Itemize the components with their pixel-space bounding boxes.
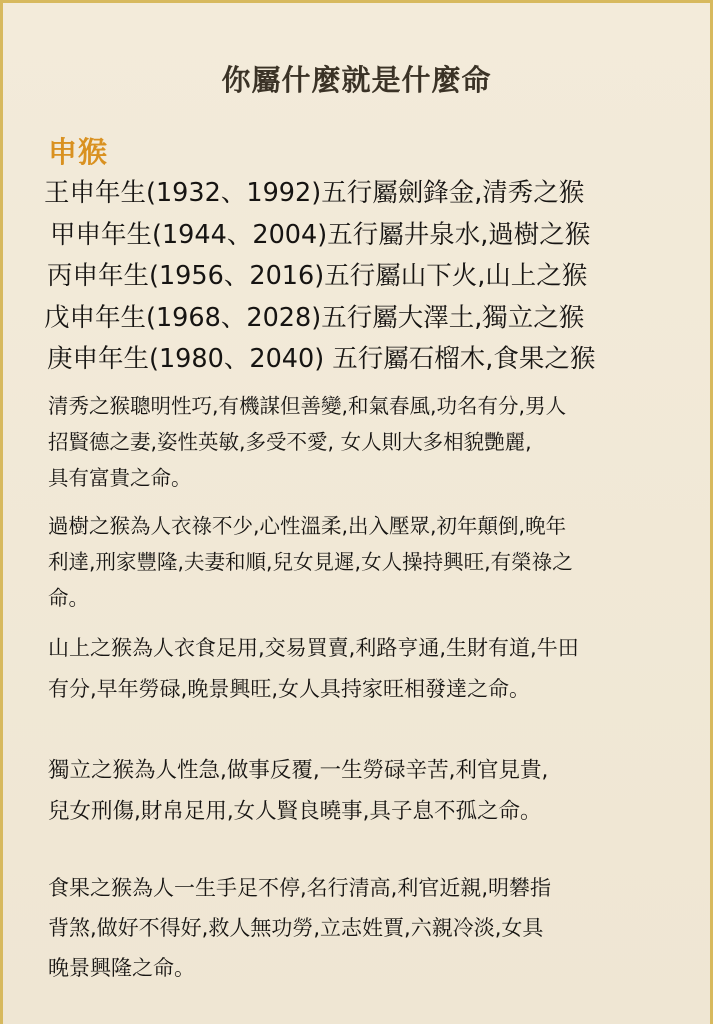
description-paragraph [48,388,668,496]
year-list [44,173,684,381]
page-title: 你屬什麼就是什麼命 [221,63,492,97]
year-line: 甲申年生(1944、2004)五行屬井泉水,過樹之猴 [50,219,591,250]
year-line: 庚申年生(1980、2040) 五行屬石榴木,食果之猴 [47,344,596,374]
paragraph-line: 山上之猴為人衣食足用,交易買賣,利路亨通,生財有道,牛田 [48,636,579,660]
description-paragraph [48,868,668,988]
paragraph-line: 獨立之猴為人性急,做事反覆,一生勞碌辛苦,利官見貴, [48,758,549,783]
paragraph-line: 具有富貴之命。 [48,466,192,490]
year-line: 戊申年生(1968、2028)五行屬大澤土,獨立之猴 [44,302,585,333]
paragraph-line: 背煞,做好不得好,救人無功勞,立志姓賈,六親冷淡,女具 [48,916,544,940]
paragraph-line: 食果之猴為人一生手足不停,名行清高,利官近親,明礬指 [48,876,552,900]
year-line: 王申年生(1932、1992)五行屬劍鋒金,清秀之猴 [44,178,585,208]
paragraph-line: 利達,刑家豐隆,夫妻和順,兒女見遲,女人操持興旺,有榮祿之 [48,550,573,574]
paragraph-line: 命。 [48,586,89,610]
year-line: 丙申年生(1956、2016)五行屬山下火,山上之猴 [47,261,588,291]
section-heading: 申猴 [48,135,109,169]
paragraph-line: 清秀之猴聰明性巧,有機謀但善變,和氣春風,功名有分,男人 [48,394,567,418]
paragraph-line: 過樹之猴為人衣祿不少,心性溫柔,出入壓眾,初年顛倒,晚年 [48,514,567,538]
paragraph-line: 兒女刑傷,財帛足用,女人賢良曉事,具子息不孤之命。 [48,799,542,824]
description-paragraph [48,508,668,616]
paragraph-line: 招賢德之妻,姿性英敏,多受不愛, 女人則大多相貌艷麗, [48,430,532,454]
description-paragraph [48,750,668,832]
description-paragraph [48,628,668,710]
paragraph-line: 有分,早年勞碌,晚景興旺,女人具持家旺相發達之命。 [48,677,531,701]
paragraph-line: 晚景興隆之命。 [48,956,195,980]
